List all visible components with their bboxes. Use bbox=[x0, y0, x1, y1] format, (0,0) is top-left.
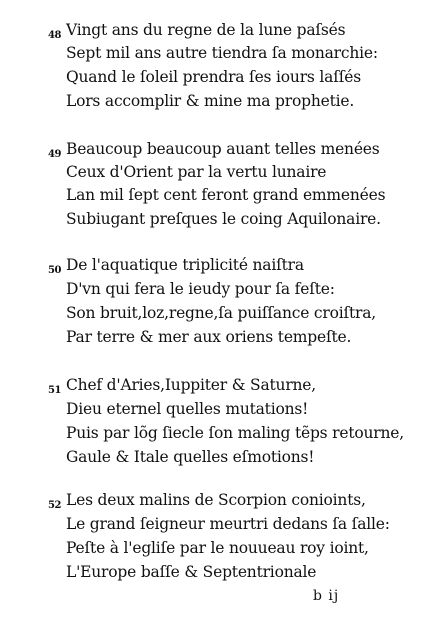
verse-line: Son bruit,loz,regne,ſa puiſſance croiſtra, bbox=[66, 304, 377, 322]
signature-mark: b ij bbox=[313, 588, 340, 604]
verse-line: Beaucoup beaucoup auant telles menées bbox=[66, 140, 380, 158]
verse-line: L'Europe baſſe & Septentrionale bbox=[66, 563, 317, 581]
quatrain-number: 51 bbox=[48, 385, 61, 396]
verse-line: Puis par lõg ſiecle ſon maling tẽps retourne, bbox=[66, 424, 404, 442]
verse-line: Lors accomplir & mine ma prophetie. bbox=[66, 92, 355, 110]
verse-line: Par terre & mer aux oriens tempeſte. bbox=[66, 328, 352, 346]
verse-line: Chef d'Aries,Iuppiter & Saturne, bbox=[66, 376, 317, 394]
verse-line: Quand le ſoleil prendra ſes iours laſſés bbox=[66, 68, 361, 86]
verse-line: Ceux d'Orient par la vertu lunaire bbox=[66, 163, 327, 181]
verse-line: De l'aquatique triplicité naiſtra bbox=[66, 256, 304, 274]
quatrain-number: 48 bbox=[48, 30, 61, 41]
verse-line: Gaule & Itale quelles eſmotions! bbox=[66, 448, 315, 466]
quatrain-number: 49 bbox=[48, 149, 61, 160]
verse-line: Les deux malins de Scorpion conioints, bbox=[66, 491, 366, 509]
verse-line: Lan mil ſept cent feront grand emmenées bbox=[66, 186, 386, 204]
verse-line: Peſte à l'egliſe par le nouueau roy ioint, bbox=[66, 539, 369, 557]
verse-line: Le grand ſeigneur meurtri dedans ſa ſalle: bbox=[66, 515, 390, 533]
verse-line: D'vn qui fera le ieudy pour ſa feſte: bbox=[66, 280, 335, 298]
quatrain-number: 50 bbox=[48, 265, 61, 276]
verse-line: Sept mil ans autre tiendra ſa monarchie: bbox=[66, 44, 378, 62]
verse-line: Vingt ans du regne de la lune paſsés bbox=[66, 21, 346, 39]
verse-line: Dieu eternel quelles mutations! bbox=[66, 400, 309, 418]
verse-line: Subiugant preſques le coing Aquilonaire. bbox=[66, 210, 381, 228]
quatrain-number: 52 bbox=[48, 500, 61, 511]
